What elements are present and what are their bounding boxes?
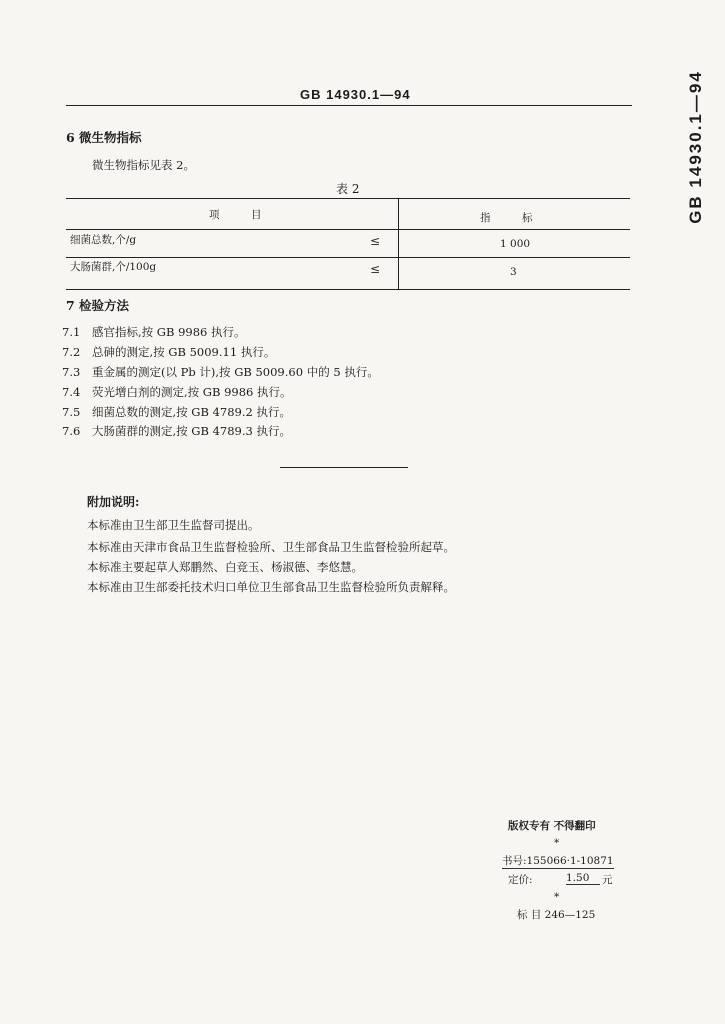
- item-number: 7.3: [62, 365, 81, 379]
- section-6-title: 6 微生物指标: [66, 130, 142, 145]
- table-row-1-value: 1 000: [500, 238, 531, 250]
- test-method-item: [62, 324, 246, 340]
- item-number: 7.6: [62, 424, 81, 438]
- table-column-divider: [398, 198, 399, 290]
- price-value: 1.50: [566, 872, 600, 885]
- table-2: [66, 198, 630, 290]
- table-header-value: 指 标: [480, 212, 533, 224]
- end-rule: [280, 467, 408, 468]
- item-text: 细菌总数的测定,按 GB 4789.2 执行。: [92, 405, 291, 419]
- test-method-item: [62, 404, 291, 420]
- copyright-notice: 版权专有 不得翻印: [508, 820, 596, 832]
- star-mark: *: [554, 891, 560, 903]
- test-method-item: [62, 364, 379, 380]
- price-label: 定价:: [508, 874, 533, 886]
- item-number: 7.1: [62, 325, 81, 339]
- table-caption: 表 2: [336, 182, 360, 196]
- note-line: 本标准主要起草人郑鹏然、白竞玉、杨淑德、李悠慧。: [87, 560, 363, 574]
- test-method-item: [62, 423, 291, 439]
- note-line: 本标准由卫生部卫生监督司提出。: [87, 518, 260, 532]
- test-method-item: [62, 384, 292, 400]
- item-number: 7.4: [62, 385, 81, 399]
- catalog-number: 标 目 246—125: [517, 909, 596, 921]
- section-7-title: 7 检验方法: [66, 298, 130, 313]
- item-number: 7.2: [62, 345, 81, 359]
- table-row-2-op: ≤: [370, 262, 381, 276]
- item-text: 感官指标,按 GB 9986 执行。: [92, 325, 246, 339]
- item-text: 重金属的测定(以 Pb 计),按 GB 5009.60 中的 5 执行。: [92, 365, 379, 379]
- item-text: 荧光增白剂的测定,按 GB 9986 执行。: [92, 385, 292, 399]
- item-number: 7.5: [62, 405, 81, 419]
- section-6-text: 微生物指标见表 2。: [92, 158, 195, 172]
- table-row-1-item: 细菌总数,个/g: [70, 234, 137, 246]
- table-rule-top: [66, 198, 630, 199]
- table-rule-bottom: [66, 289, 630, 290]
- item-text: 总砷的测定,按 GB 5009.11 执行。: [92, 345, 276, 359]
- table-row-2-value: 3: [510, 266, 517, 278]
- price-unit: 元: [602, 874, 613, 886]
- notes-title: 附加说明:: [87, 495, 140, 509]
- test-method-item: [62, 344, 275, 360]
- side-label-text: GB 14930.1—94: [686, 70, 705, 224]
- book-number: 书号:155066·1-10871: [502, 855, 614, 867]
- header-rule: [66, 105, 632, 106]
- table-row-2-item: 大肠菌群,个/100g: [70, 261, 157, 273]
- note-line: 本标准由天津市食品卫生监督检验所、卫生部食品卫生监督检验所起草。: [87, 540, 455, 554]
- star-mark: *: [554, 837, 560, 849]
- item-text: 大肠菌群的测定,按 GB 4789.3 执行。: [92, 424, 291, 438]
- standard-code-header: GB 14930.1—94: [300, 87, 411, 102]
- table-rule: [66, 229, 630, 230]
- table-header-item: 项 目: [209, 209, 262, 221]
- side-label: [676, 62, 716, 232]
- table-row-1-op: ≤: [370, 234, 381, 248]
- note-line: 本标准由卫生部委托技术归口单位卫生部食品卫生监督检验所负责解释。: [87, 580, 455, 594]
- table-rule: [66, 257, 630, 258]
